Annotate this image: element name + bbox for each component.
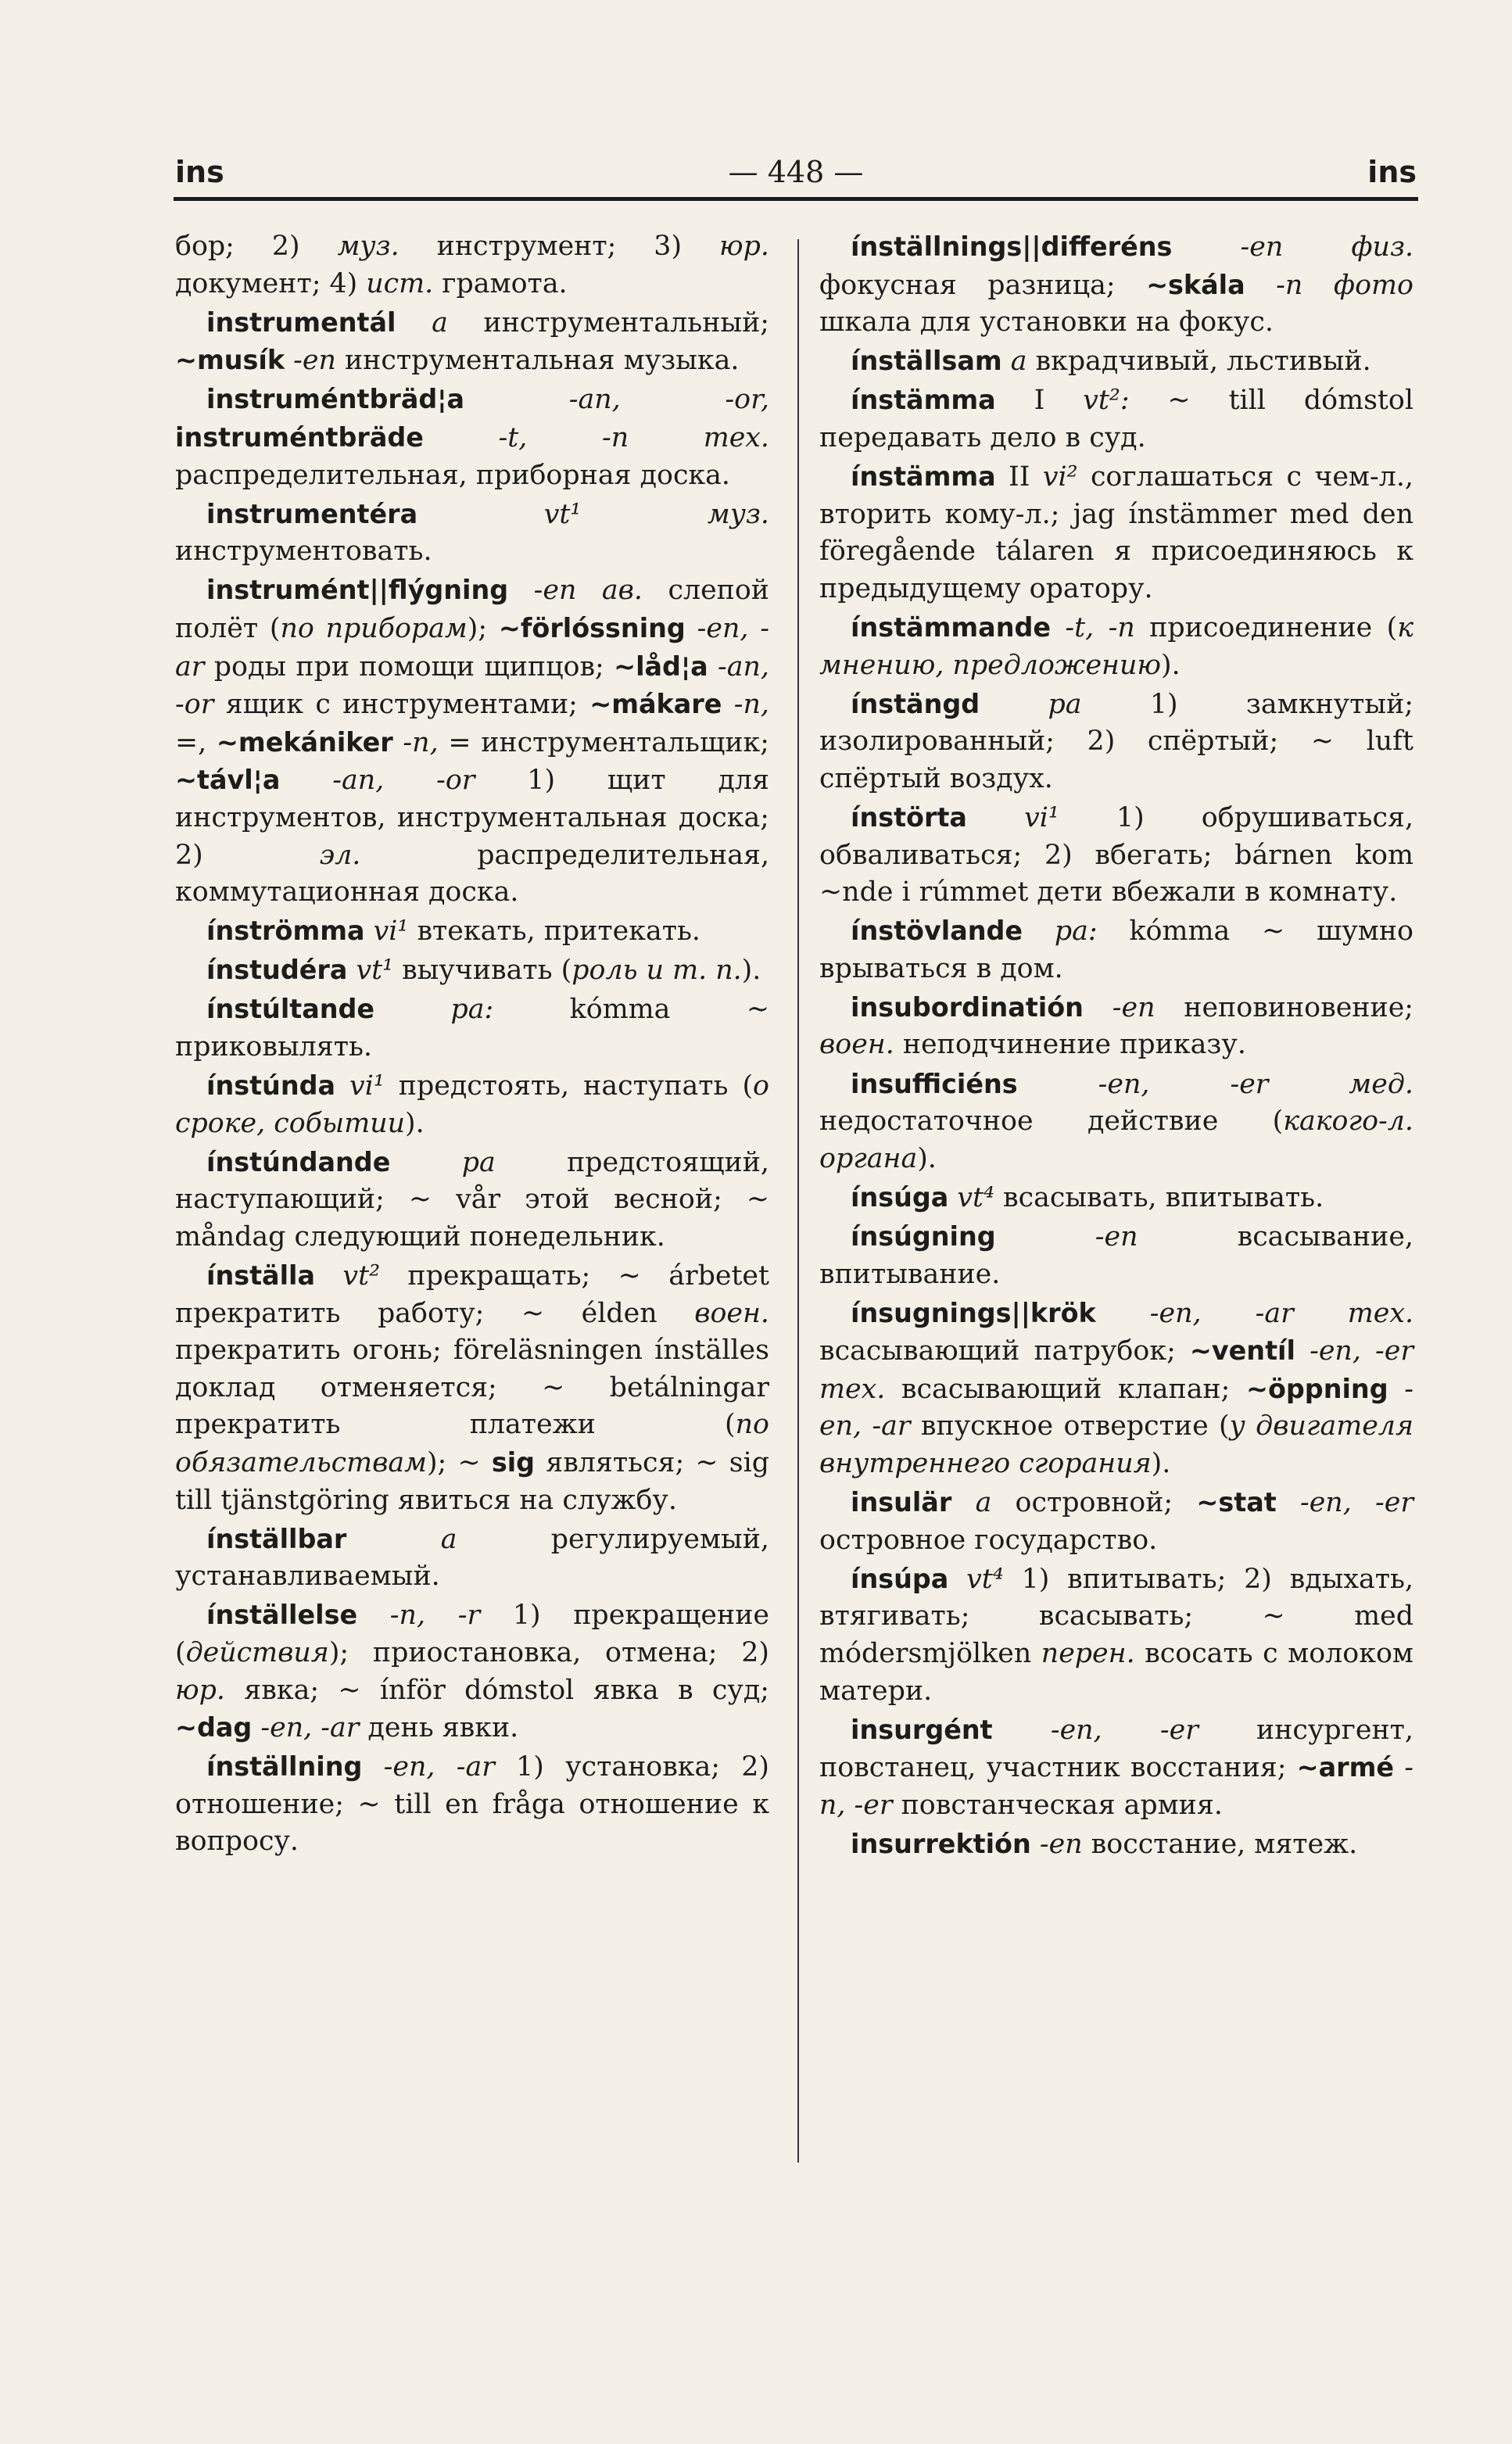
headword: ~låd¦a xyxy=(614,650,708,682)
grammar-label: -an, -or xyxy=(332,765,475,797)
definition-text: прекращать; ~ árbetet прекратить работу; ~ élden xyxy=(175,1260,769,1329)
definition-text xyxy=(285,345,293,376)
definition-text: I xyxy=(995,385,1084,417)
grammar-label: по обязательствам xyxy=(175,1409,769,1478)
definition-text xyxy=(1018,1069,1098,1100)
definition-text: выучивать ( xyxy=(393,955,572,987)
headword: ínstudéra xyxy=(206,955,348,986)
definition-text: инструмент; 3) xyxy=(399,231,720,262)
definition-text xyxy=(335,1070,349,1102)
definition-text xyxy=(424,422,499,453)
grammar-label: -en, -er тех. xyxy=(819,1335,1413,1405)
definition-text: ); ~ xyxy=(426,1447,492,1478)
definition-text xyxy=(948,1182,957,1213)
grammar-label: pa xyxy=(461,1146,496,1178)
headword: ínstämmande xyxy=(851,611,1052,643)
dictionary-entry xyxy=(819,458,1413,607)
grammar-label: -en, -er мед. xyxy=(1098,1068,1413,1100)
grammar-label: действия xyxy=(185,1636,329,1668)
dictionary-entry xyxy=(175,951,769,990)
dictionary-entry xyxy=(819,799,1413,912)
definition-text: инсургент, повстанец, участник восстания; xyxy=(819,1714,1413,1784)
grammar-label: -t, -n xyxy=(1065,611,1135,643)
dictionary-entry xyxy=(175,912,769,951)
grammar-label: -en, -ar xyxy=(819,1373,1413,1442)
definition-text: островной; xyxy=(991,1487,1197,1519)
grammar-label: у двигателя внутреннего сгорания xyxy=(819,1410,1413,1479)
entry-continuation xyxy=(175,228,769,303)
grammar-label: a xyxy=(440,1523,457,1555)
grammar-label: vt¹ xyxy=(356,955,394,987)
headword: ínströmma xyxy=(206,916,365,947)
dictionary-entry xyxy=(819,609,1413,684)
definition-text: восстание, мятеж. xyxy=(1082,1828,1358,1860)
headword: ínställbar xyxy=(206,1523,347,1554)
grammar-label: юр. xyxy=(175,1674,225,1706)
definition-text xyxy=(1172,231,1240,263)
definition-text xyxy=(980,689,1048,720)
grammar-label: воен. xyxy=(694,1297,769,1329)
headword: ínstövlande xyxy=(851,916,1023,947)
grammar-label: vi² xyxy=(1042,461,1078,493)
definition-text: распределительная, приборная доска. xyxy=(175,459,730,491)
grammar-label: к мнению, предложению xyxy=(819,611,1413,681)
headword: ínstúltande xyxy=(206,994,375,1025)
definition-text: ). xyxy=(917,1142,937,1174)
dictionary-entry xyxy=(819,1826,1413,1864)
dictionary-entry xyxy=(819,1179,1413,1217)
grammar-label: -en, -er xyxy=(1299,1487,1413,1519)
headword: ínställa xyxy=(206,1260,316,1292)
definition-text xyxy=(1394,1752,1404,1783)
definition-text: инструментовать. xyxy=(175,536,432,568)
grammar-label: vt²: xyxy=(1083,385,1130,417)
definition-text: 1) впитывать; 2) вдыхать, втягивать; всасывать; ~ med módersmjölken xyxy=(819,1563,1414,1669)
definition-text: бор; 2) xyxy=(175,231,338,262)
definition-text: грамота. xyxy=(433,267,568,299)
headword: insubordinatión xyxy=(851,991,1084,1023)
definition-text xyxy=(996,1221,1095,1252)
dictionary-entry xyxy=(819,382,1413,457)
grammar-label: a xyxy=(975,1487,992,1519)
definition-text xyxy=(346,1524,440,1555)
grammar-label: -n, xyxy=(403,726,439,758)
definition-text xyxy=(417,499,544,530)
definition-text: ). xyxy=(741,955,761,987)
grammar-label: ист. xyxy=(366,267,434,299)
grammar-label: pa: xyxy=(1054,916,1098,948)
header-rule xyxy=(174,197,1418,201)
grammar-label: перен. xyxy=(1041,1637,1135,1669)
left-column xyxy=(175,228,769,1862)
grammar-label: vt² xyxy=(342,1260,381,1292)
headword: insufficiéns xyxy=(851,1068,1018,1099)
definition-text xyxy=(1002,346,1011,377)
definition-text xyxy=(508,575,534,606)
grammar-label: -en xyxy=(293,345,336,377)
definition-text: 1) установка; 2) отношение; ~ till en fråga отношение к вопросу. xyxy=(175,1751,769,1858)
definition-text: ); приостановка, отмена; 2) xyxy=(328,1636,769,1668)
dictionary-entry xyxy=(175,1257,769,1519)
definition-text: =, xyxy=(175,726,217,758)
headword: ~öppning xyxy=(1245,1373,1388,1404)
headword: ínställning xyxy=(206,1751,363,1783)
headword: ~távl¦a xyxy=(175,765,281,796)
definition-text xyxy=(1084,992,1113,1023)
definition-text: регулируемый, устанавливаемый. xyxy=(175,1523,769,1593)
definition-text: kómma ~ шумно врываться в дом. xyxy=(819,916,1413,984)
definition-text xyxy=(951,1487,975,1518)
headword: ~musík xyxy=(175,345,285,376)
definition-text: присоединение ( xyxy=(1134,611,1398,643)
left-running-headword: ins xyxy=(175,155,224,189)
grammar-label: -en ав. xyxy=(533,575,643,607)
dictionary-entry xyxy=(819,912,1413,987)
definition-text xyxy=(1277,1487,1300,1518)
grammar-label: какого-л. органа xyxy=(819,1106,1413,1174)
definition-text xyxy=(1096,1298,1150,1329)
definition-text xyxy=(357,1600,390,1631)
grammar-label: -an, -or xyxy=(175,650,769,721)
headword: ínsúpa xyxy=(851,1563,949,1594)
headword: ínställsam xyxy=(851,346,1002,377)
definition-text xyxy=(1388,1374,1405,1405)
dictionary-entry xyxy=(175,496,769,571)
headword: sig xyxy=(491,1447,536,1478)
page-header xyxy=(172,155,1420,199)
definition-text xyxy=(396,307,432,339)
dictionary-entry xyxy=(819,342,1413,381)
definition-text xyxy=(708,651,718,683)
grammar-label: vt⁴ xyxy=(966,1563,1004,1595)
definition-text: 1) замкнутый; изолированный; 2) спёртый; ~ luft спёртый воздух. xyxy=(819,688,1414,794)
definition-text: неподчинение приказу. xyxy=(894,1029,1246,1061)
headword: insurrektión xyxy=(851,1828,1031,1859)
grammar-label: -en xyxy=(1039,1828,1083,1860)
grammar-label: pa xyxy=(1048,688,1082,720)
grammar-label: воен. xyxy=(819,1029,894,1061)
definition-text xyxy=(365,916,374,947)
dictionary-entry xyxy=(175,1144,769,1256)
dictionary-entry xyxy=(175,991,769,1066)
grammar-label: vi¹ xyxy=(1024,801,1059,833)
definition-text: фокусная разница; xyxy=(819,269,1147,301)
definition-text xyxy=(1031,1829,1040,1860)
definition-text: соглашаться с чем-л., вторить кому-л.; jag ínstämmer med den föregående tálaren я присоединяюсь к предыдущему оратору. xyxy=(819,461,1413,604)
headword: ínstörta xyxy=(851,801,967,833)
headword: insulär xyxy=(851,1487,952,1518)
headword: ínsúga xyxy=(851,1181,949,1213)
definition-text: = инструментальщик; xyxy=(438,726,769,758)
dictionary-entry xyxy=(175,1521,769,1596)
definition-text: ). xyxy=(1151,1448,1171,1479)
headword: ínstúnda xyxy=(206,1070,336,1102)
definition-text: предстоять, наступать ( xyxy=(384,1070,754,1102)
dictionary-entry xyxy=(819,686,1413,798)
grammar-label: -n фото xyxy=(1276,269,1413,301)
definition-text xyxy=(1023,916,1055,947)
definition-text: распределительная, коммутационная доска. xyxy=(175,839,769,908)
definition-text xyxy=(374,994,450,1025)
definition-text: ~ till dómstol передавать дело в суд. xyxy=(819,385,1413,453)
dictionary-entry xyxy=(175,572,769,911)
definition-text xyxy=(362,1751,383,1783)
definition-text: всасывающий патрубок; xyxy=(819,1335,1190,1367)
definition-text: являться; ~ sig till tjänstgöring явиться на службу. xyxy=(175,1447,770,1516)
dictionary-entry xyxy=(175,1596,769,1747)
page-number: — 448 — xyxy=(728,155,864,189)
headword: ~skála xyxy=(1146,269,1245,300)
definition-text: 1) прекращение ( xyxy=(175,1600,769,1668)
definition-text: втекать, притекать. xyxy=(408,916,700,948)
headword: ~ventíl xyxy=(1189,1335,1295,1367)
definition-text xyxy=(967,802,1024,833)
definition-text xyxy=(722,689,733,720)
definition-text xyxy=(948,1564,966,1595)
grammar-label: -en, -ar xyxy=(260,1712,360,1744)
headword: ~mákare xyxy=(589,689,722,720)
grammar-label: муз. xyxy=(337,231,399,262)
definition-text xyxy=(393,727,403,758)
definition-text: всасывающий клапан; xyxy=(885,1373,1246,1405)
column-divider xyxy=(797,239,799,2163)
grammar-label: -n, -r xyxy=(389,1600,481,1632)
dictionary-entry xyxy=(175,1067,769,1142)
grammar-label: -n, xyxy=(733,689,769,721)
headword: ~förlóssning xyxy=(498,612,686,643)
definition-text: ). xyxy=(1161,649,1181,681)
grammar-label: -t, -n тех. xyxy=(498,421,769,453)
dictionary-entry xyxy=(819,228,1413,342)
grammar-label: юр. xyxy=(719,231,769,262)
headword: insurgént xyxy=(851,1714,993,1745)
definition-text: инструментальная музыка. xyxy=(335,345,740,377)
grammar-label: a xyxy=(432,306,448,339)
definition-text: инструментальный; xyxy=(447,306,769,339)
definition-text: вкрадчивый, льстивый. xyxy=(1027,346,1371,378)
dictionary-entry xyxy=(819,989,1413,1064)
headword: ~mekániker xyxy=(216,726,393,758)
definition-text: ). xyxy=(405,1107,425,1139)
dictionary-entry xyxy=(819,1711,1413,1825)
definition-text: 1) обрушиваться, обваливаться; 2) вбегать; bárnen kom ~nde i rúmmet дети вбежали в комнату. xyxy=(819,801,1414,908)
headword: instrumént||flýgning xyxy=(206,575,509,606)
headword: ínstämma xyxy=(851,385,996,416)
grammar-label: -en xyxy=(1112,991,1155,1023)
grammar-label: -n, -er xyxy=(819,1752,1414,1821)
right-running-headword: ins xyxy=(1367,155,1417,189)
grammar-label: vi¹ xyxy=(373,916,409,948)
grammar-label: эл. xyxy=(319,839,361,871)
dictionary-entry xyxy=(175,304,769,380)
dictionary-entry xyxy=(175,1748,769,1861)
headword: instrumentál xyxy=(206,306,396,338)
headword: instruméntbräd¦a xyxy=(206,384,464,415)
dictionary-entry xyxy=(819,1066,1413,1178)
definition-text: повстанческая армия. xyxy=(892,1789,1223,1821)
grammar-label: -en, -ar xyxy=(175,612,769,683)
headword: ~armé xyxy=(1296,1752,1395,1783)
headword: instrumentéra xyxy=(206,498,418,529)
definition-text: 1) щит для инструментов, инструментальная доска; 2) xyxy=(175,765,769,871)
definition-text: всасывание, впитывание. xyxy=(819,1220,1413,1290)
headword: ínsúgning xyxy=(851,1220,996,1252)
grammar-label: -en xyxy=(1095,1220,1138,1252)
grammar-label: a xyxy=(1010,346,1027,378)
definition-text: документ; 4) xyxy=(175,267,367,299)
definition-text: II xyxy=(995,461,1043,493)
grammar-label: роль и т. п. xyxy=(571,955,742,987)
headword: ínstúndande xyxy=(206,1146,391,1177)
headword: instruméntbräde xyxy=(175,421,424,453)
headword: ínsugnings||krök xyxy=(851,1297,1096,1328)
definition-text: всосать с молоком матери. xyxy=(819,1637,1413,1707)
definition-text: всасывать, впитывать. xyxy=(994,1181,1324,1213)
grammar-label: pa: xyxy=(450,994,494,1026)
grammar-label: vt¹ муз. xyxy=(543,498,769,530)
dictionary-entry xyxy=(819,1295,1413,1483)
right-column xyxy=(819,228,1413,1865)
definition-text: впускное отверстие ( xyxy=(910,1410,1230,1442)
definition-text xyxy=(252,1712,260,1743)
definition-text xyxy=(464,384,569,415)
definition-text: роды при помощи щипцов; xyxy=(204,650,614,683)
dictionary-entry xyxy=(819,1561,1413,1710)
headword: ínstängd xyxy=(851,688,980,719)
headword: ~dag xyxy=(175,1712,253,1743)
grammar-label: о сроке, событии xyxy=(175,1070,769,1139)
definition-text: ); xyxy=(467,612,499,644)
definition-text xyxy=(1051,612,1065,643)
definition-text: слепой полёт ( xyxy=(175,575,769,644)
headword: ~stat xyxy=(1196,1487,1277,1518)
grammar-label: -en, -ar тех. xyxy=(1149,1297,1414,1329)
definition-text: прекратить огонь; föreläsningen ínställes доклад отменяется; ~ betálningar прекратить платежи ( xyxy=(175,1335,769,1441)
definition-text xyxy=(993,1715,1051,1746)
definition-text xyxy=(1295,1335,1310,1367)
grammar-label: -en, -ar xyxy=(383,1751,495,1783)
definition-text: недостаточное действие ( xyxy=(819,1106,1284,1138)
definition-text xyxy=(280,765,332,796)
definition-text: явка; ~ ínför dómstol явка в суд; xyxy=(224,1674,769,1706)
definition-text: шкала для установки на фокус. xyxy=(819,306,1274,339)
definition-text xyxy=(1245,270,1277,301)
definition-text: неповиновение; xyxy=(1155,991,1414,1023)
headword: ínställelse xyxy=(206,1600,358,1631)
definition-text: день явки. xyxy=(359,1712,519,1744)
dictionary-entry xyxy=(819,1218,1413,1293)
headword: ínställnings||differéns xyxy=(851,231,1173,262)
definition-text: предстоящий, наступающий; ~ vår этой весной; ~ måndag следующий понедельник. xyxy=(175,1146,769,1252)
grammar-label: vt⁴ xyxy=(957,1181,994,1213)
grammar-label: vi¹ xyxy=(349,1070,385,1102)
grammar-label: -en физ. xyxy=(1240,231,1414,263)
definition-text: островное государство. xyxy=(819,1524,1158,1556)
grammar-label: по приборам xyxy=(280,612,468,644)
definition-text xyxy=(686,613,697,644)
dictionary-entry xyxy=(819,1484,1413,1559)
definition-text: ящик с инструментами; xyxy=(213,689,590,721)
headword: ínstämma xyxy=(851,461,996,493)
definition-text xyxy=(347,955,356,986)
dictionary-entry xyxy=(175,381,769,494)
definition-text: kómma ~ приковылять. xyxy=(175,994,769,1063)
definition-text xyxy=(390,1147,461,1178)
grammar-label: -an, -or, xyxy=(568,384,769,416)
definition-text xyxy=(315,1260,342,1292)
grammar-label: -en, -er xyxy=(1050,1714,1198,1746)
